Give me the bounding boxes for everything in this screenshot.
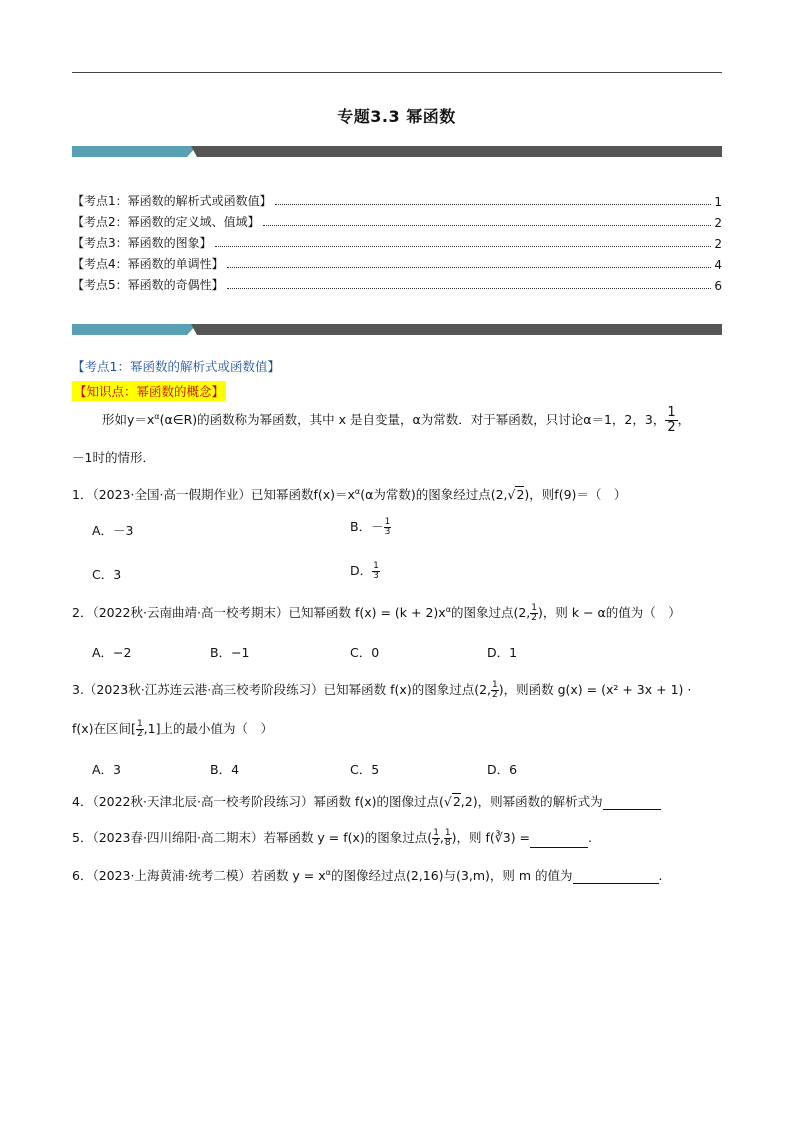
section-heading: 【考点1：幂函数的解析式或函数值】 xyxy=(72,359,280,374)
toc-item-1[interactable]: 【考点1：幂函数的解析式或函数值】 1 xyxy=(72,194,722,209)
knowledge-point-label: 【知识点：幂函数的概念】 xyxy=(72,381,226,401)
concept-paragraph-line2: －1时的情形． xyxy=(72,450,155,465)
q6-answer-blank[interactable] xyxy=(573,871,659,884)
q3-option-b[interactable]: B．4 xyxy=(210,762,240,777)
toc-item-3[interactable]: 【考点3：幂函数的图象】 2 xyxy=(72,236,722,251)
q3-option-c[interactable]: C．5 xyxy=(350,762,380,777)
toc-item-5[interactable]: 【考点5：幂函数的奇偶性】 6 xyxy=(72,278,722,293)
page-title: 专题3.3 幂函数 xyxy=(337,107,456,126)
question-2: 2．（2022秋·云南曲靖·高一校考期末）已知幂函数 $f(x) = (k + 2)x^\alpha$的图象过点(2, $\frac{1}{2}$ )，则 k − α的值为（ ） xyxy=(72,603,681,623)
q2-option-a[interactable]: A．−2 xyxy=(92,645,132,660)
q4-answer-blank[interactable] xyxy=(603,797,661,810)
q2-option-c[interactable]: C．0 xyxy=(350,645,380,660)
q5-answer-blank[interactable] xyxy=(530,835,588,848)
q2-option-b[interactable]: B．−1 xyxy=(210,645,250,660)
question-3-line2: f(x)在区间[ $\frac{1}{2}$ ,1]上的最小值为（ ） xyxy=(72,719,273,739)
question-5: 5．（2023春·四川绵阳·高二期末）若幂函数 y = f(x)的图象过点( $\frac{1}{2}$ , $\frac{1}{8}$ )，则 f(∛3) = . xyxy=(72,828,593,848)
header-band-2 xyxy=(72,324,722,335)
toc-item-2[interactable]: 【考点2：幂函数的定义域、值域】 2 xyxy=(72,215,722,230)
top-rule xyxy=(72,72,722,73)
q1-option-b[interactable]: B．－ $\frac{1}{3}$ xyxy=(350,517,391,537)
concept-paragraph: 形如$y=x^\alpha(\alpha\in R)$的函数称为幂函数，其中 x 是自变量，α为常数．对于幂函数，只讨论α＝1，2，3， $\frac{1}{2}$ ， xyxy=(102,405,691,435)
question-4: 4．（2022秋·天津北辰·高一校考阶段练习）幂函数 f(x)的图像过点(√2,2)，则幂函数的解析式为 xyxy=(72,792,661,810)
question-6: 6．（2023·上海黄浦·统考二模）若函数 $y = x^\alpha$的图像经过点(2,16)与(3,m)，则 m 的值为 . xyxy=(72,867,663,883)
question-3: 3.（2023秋·江苏连云港·高三校考阶段练习）已知幂函数 f(x)的图象过点(2, $\frac{1}{2}$ )，则函数 g(x) = (x² + 3x + 1) · xyxy=(72,680,692,700)
q1-option-d[interactable]: D． $\frac{1}{3}$ xyxy=(350,561,379,581)
q1-option-c[interactable]: C．3 xyxy=(92,567,122,582)
q2-option-d[interactable]: D．1 xyxy=(487,645,518,660)
q3-option-a[interactable]: A．3 xyxy=(92,762,122,777)
question-1: 1．（2023·全国·高一假期作业）已知幂函数$f(x)=x^\alpha(\alpha$为常数)的图象经过点(2,√2)，则f(9)＝（ ） xyxy=(72,486,627,502)
q3-option-d[interactable]: D．6 xyxy=(487,762,518,777)
toc-item-4[interactable]: 【考点4：幂函数的单调性】 4 xyxy=(72,257,722,272)
header-band-1 xyxy=(72,146,722,157)
q1-option-a[interactable]: A．－3 xyxy=(92,523,134,538)
